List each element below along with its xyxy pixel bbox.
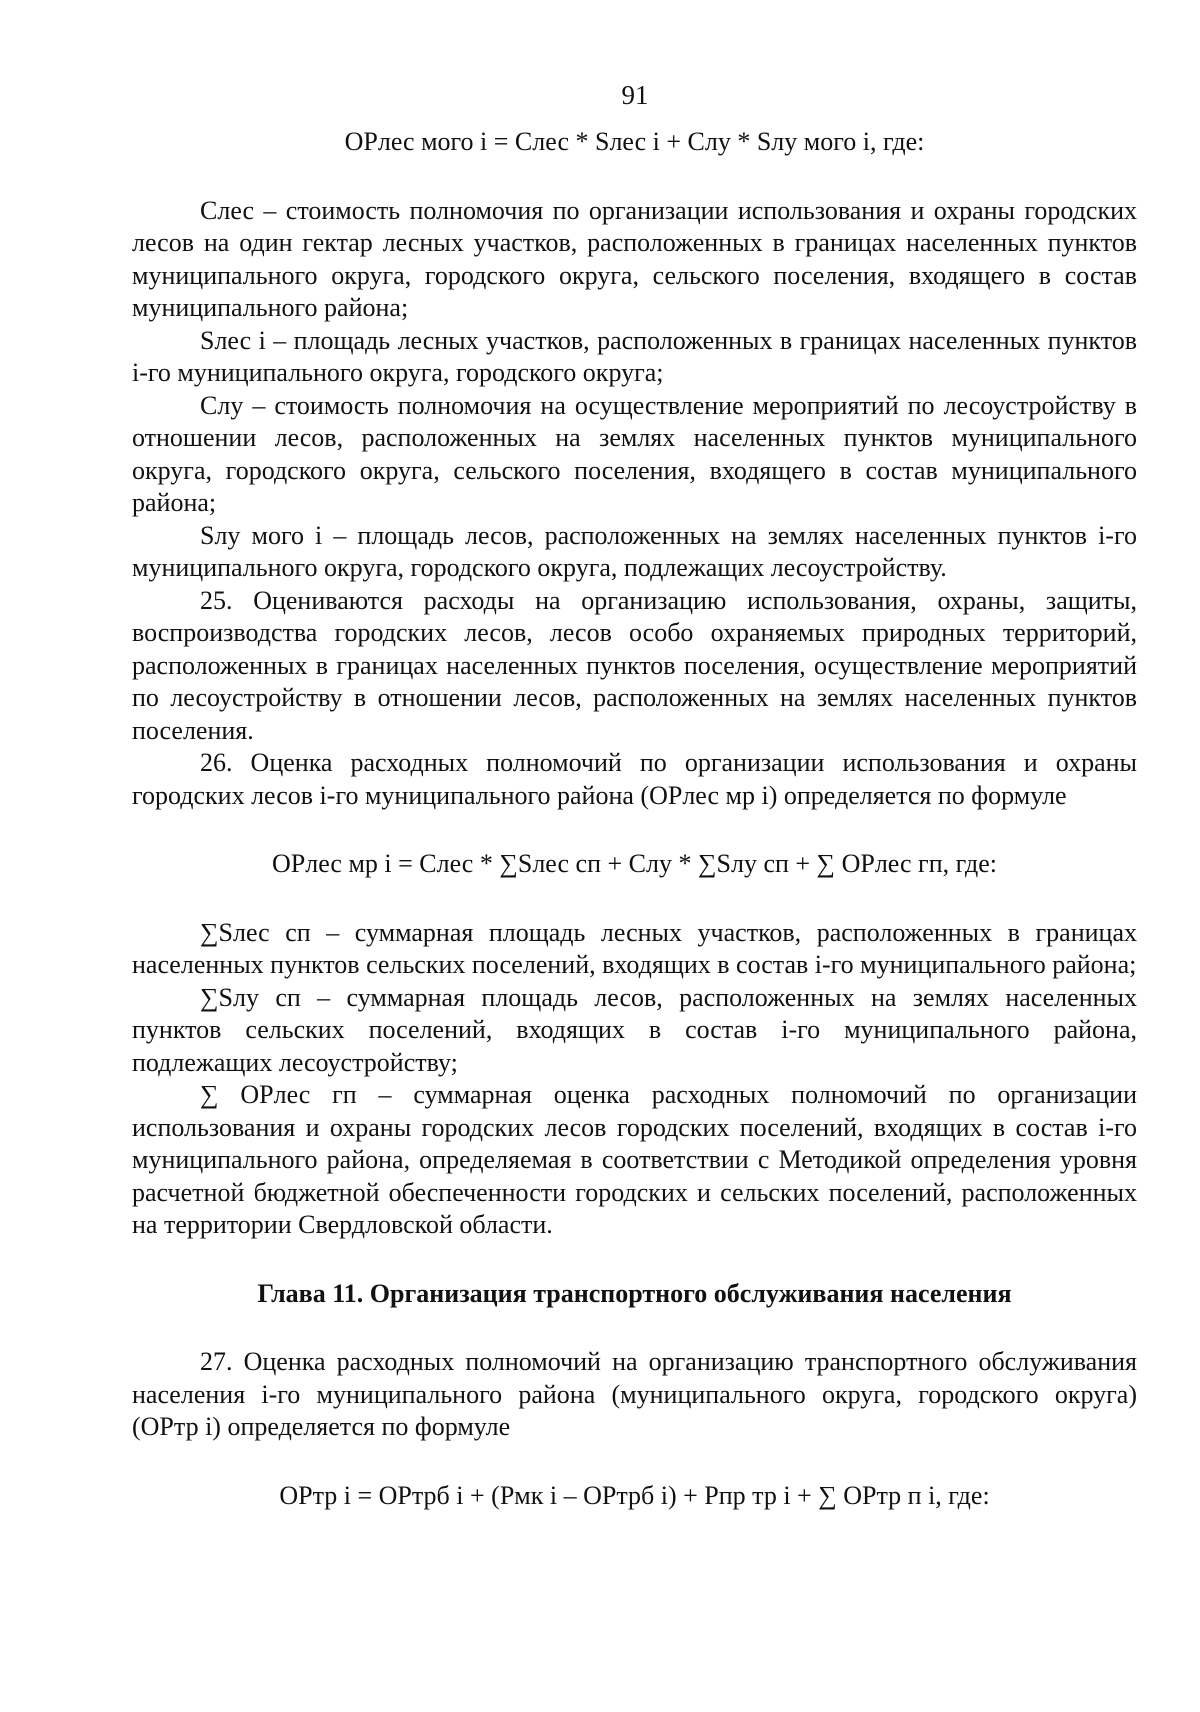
- definition-sles: Слес – стоимость полномочия по организации использования и охраны городских лесов на один гектар лесных участков, расположенных в границах населенных пунктов муниципального округа, городского округа, сельского поселения, входящего в состав муниципального района;: [132, 195, 1137, 322]
- formula-orles-mogo: ОРлес мого i = Слес * Sлес i + Слу * Sлу мого i, где:: [344, 127, 925, 156]
- definition-sum-orles-gp: ∑ ОРлес гп – суммарная оценка расходных полномочий по организации использования и охраны городских лесов городских поселений, входящих в состав i-го муниципального района, определяемая в соответствии с Методикой определения уровня расчетной бюджетной обеспеченности городских и сельских поселений, расположенных на территории Свердловской области.: [132, 1080, 1137, 1239]
- definition-slu: Слу – стоимость полномочия на осуществление мероприятий по лесоустройству в отношении лесов, расположенных на землях населенных пунктов муниципального округа, городского округа, сельского поселения, входящего в состав муниципального района;: [132, 390, 1137, 517]
- formula-ortr: ОРтр i = ОРтрб i + (Рмк i – ОРтрб i) + Рпр тр i + ∑ ОРтр п i, где:: [279, 1480, 990, 1510]
- paragraph-item-27: 27. Оценка расходных полномочий на организацию транспортного обслуживания населения i-го муниципального района (муниципального округа, городского округа) (ОРтр i) определяется по формуле: [132, 1347, 1137, 1441]
- definition-sum-slu-sp: ∑Sлу сп – суммарная площадь лесов, расположенных на землях населенных пунктов сельских поселений, входящих в состав i-го муниципального района, подлежащих лесоустройству;: [132, 982, 1137, 1077]
- page-content: [132, 126, 1137, 1512]
- formula-orles-mr: ОРлес мр i = Слес * ∑Sлес сп + Слу * ∑Sлу сп + ∑ ОРлес гп, где:: [272, 849, 997, 878]
- paragraph-item-25: 25. Оцениваются расходы на организацию использования, охраны, защиты, воспроизводства городских лесов, лесов особо охраняемых природных территорий, расположенных в границах населенных пунктов поселения, осуществление мероприятий по лесоустройству в отношении лесов, расположенных на землях населенных пунктов поселения.: [132, 585, 1137, 745]
- definition-sles-i: Sлес i – площадь лесных участков, расположенных в границах населенных пунктов i-го муниципального округа, городского округа;: [132, 325, 1137, 387]
- definition-slu-mogo-i: Sлу мого i – площадь лесов, расположенных на землях населенных пунктов i-го муниципального округа, городского округа, подлежащих лесоустройству.: [132, 520, 1137, 582]
- page-number: 91: [621, 80, 649, 110]
- paragraph-item-26: 26. Оценка расходных полномочий по организации использования и охраны городских лесов i-го муниципального района (ОРлес мр i) определяется по формуле: [132, 748, 1137, 810]
- chapter-heading: Глава 11. Организация транспортного обслуживания населения: [257, 1278, 1012, 1308]
- definition-sum-sles-sp: ∑Sлес сп – суммарная площадь лесных участков, расположенных в границах населенных пунктов сельских поселений, входящих в состав i-го муниципального района;: [132, 917, 1137, 979]
